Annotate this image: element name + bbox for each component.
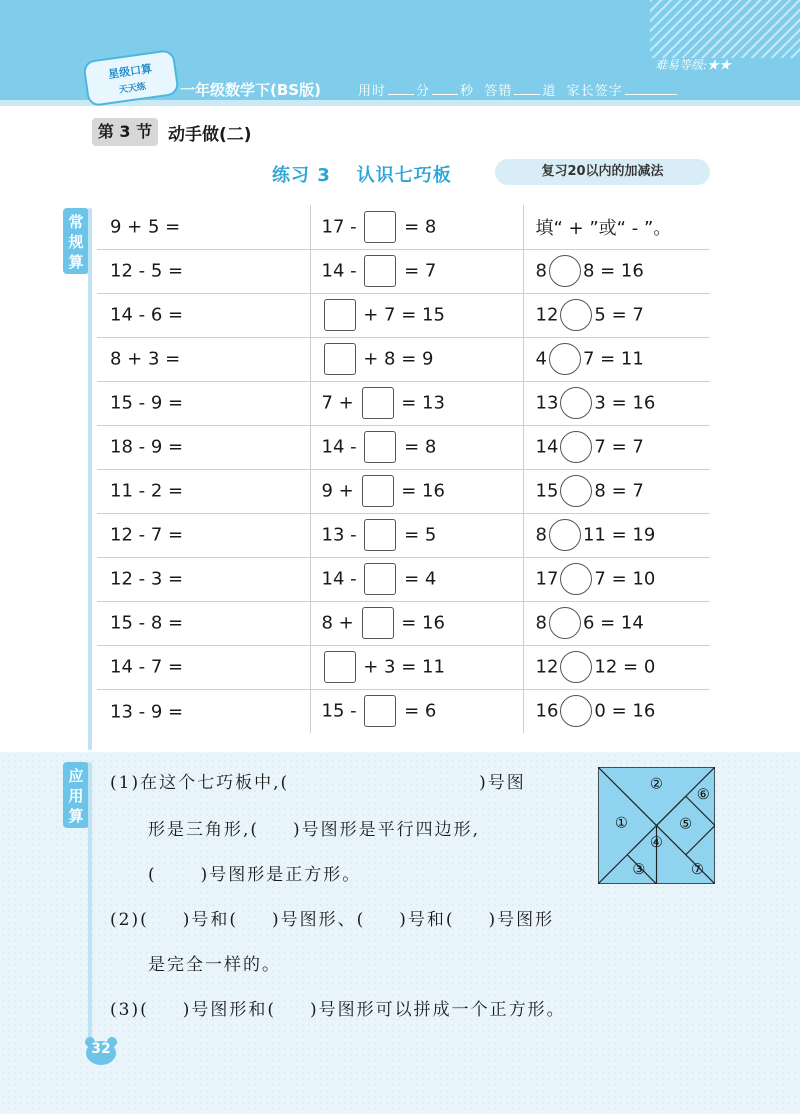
difficulty-rating <box>655 56 731 73</box>
review-pill: 复习20以内的加减法 <box>495 159 710 185</box>
table-row <box>97 205 710 249</box>
tangram-label-6: ⑥ <box>696 786 710 804</box>
arith-expression: 15 - 8 = <box>110 612 184 634</box>
box-post-text: = 13 <box>401 392 445 414</box>
box-pre-text: 14 - <box>321 436 357 458</box>
sign-right-text: 7 = 11 <box>582 348 644 370</box>
sign-left-num: 14 <box>535 436 559 458</box>
answer-box[interactable] <box>324 299 356 331</box>
mental-arith-cell <box>97 645 310 689</box>
box-pre-text: 14 - <box>321 568 357 590</box>
exercise-title <box>272 161 452 187</box>
operator-circle[interactable] <box>549 607 581 639</box>
logo-line1: 星级口算 <box>107 62 153 82</box>
answer-box[interactable] <box>364 211 396 243</box>
operator-circle[interactable] <box>560 563 592 595</box>
sign-fill-cell <box>523 425 710 469</box>
answer-box[interactable] <box>362 607 394 639</box>
q2-text-b: )号和( <box>182 910 238 930</box>
sign-left-num: 15 <box>535 480 559 502</box>
sign-left-num: 17 <box>535 568 559 590</box>
tangram-label-5: ⑤ <box>679 815 693 833</box>
sign-left-num: 12 <box>535 656 559 678</box>
sign-instruction: 填“ + ”或“ - ”。 <box>535 217 672 239</box>
sign-left-num: 12 <box>535 304 559 326</box>
sign-right-text: 8 = 16 <box>582 260 644 282</box>
time-label: 用时 <box>358 84 387 99</box>
logo-line2: 天天练 <box>118 82 147 96</box>
question-1-line-2 <box>148 815 480 840</box>
q2-text-d: )号和( <box>399 910 455 930</box>
box-pre-text: 8 + <box>321 612 354 634</box>
box-post-text: + 7 = 15 <box>363 304 445 326</box>
exercise-number: 练习 3 <box>272 165 331 186</box>
table-row <box>97 337 710 381</box>
operator-circle[interactable] <box>549 255 581 287</box>
page-number: 32 <box>91 1041 111 1057</box>
table-row <box>97 557 710 601</box>
fill-box-cell <box>310 381 523 425</box>
table-row <box>97 469 710 513</box>
sign-fill-cell <box>523 601 710 645</box>
question-label: 道 <box>542 84 557 99</box>
box-post-text: = 4 <box>404 568 437 590</box>
arith-expression: 12 - 5 = <box>110 260 184 282</box>
operator-circle[interactable] <box>560 299 592 331</box>
box-post-text: = 5 <box>404 524 437 546</box>
applied-tab: 应用算 <box>63 762 89 828</box>
mental-arith-cell <box>97 381 310 425</box>
box-pre-text: 17 - <box>321 216 357 238</box>
sign-fill-cell <box>523 337 710 381</box>
tangram-label-7: ⑦ <box>690 861 705 879</box>
answer-box[interactable] <box>364 519 396 551</box>
q1-text-e: ( <box>148 865 157 885</box>
box-pre-text: 14 - <box>321 260 357 282</box>
box-pre-text: 7 + <box>321 392 354 414</box>
q3-text-c: )号图形可以拼成一个正方形。 <box>309 1000 566 1020</box>
sign-fill-cell <box>523 469 710 513</box>
sign-right-text: 6 = 14 <box>582 612 644 634</box>
star-icon: ★★ <box>707 58 732 72</box>
book-title: 一年级数学下(BS版) <box>180 81 321 99</box>
mental-arith-cell <box>97 249 310 293</box>
operator-circle[interactable] <box>549 343 581 375</box>
arith-expression: 9 + 5 = <box>110 216 181 238</box>
sign-fill-cell <box>523 249 710 293</box>
sign-left-num: 8 <box>535 524 547 546</box>
q3-text-b: )号图形和( <box>182 1000 276 1020</box>
fill-box-cell <box>310 645 523 689</box>
routine-tab: 常规算 <box>63 208 89 274</box>
section-tag: 第 3 节 <box>92 118 158 146</box>
difficulty-label: 难易等级: <box>655 58 708 72</box>
calc-table <box>97 205 710 733</box>
fill-box-cell <box>310 337 523 381</box>
mental-arith-cell <box>97 513 310 557</box>
q3-text-a: (3)( <box>110 1000 149 1020</box>
mental-arith-cell <box>97 205 310 249</box>
box-post-text: = 6 <box>404 700 437 722</box>
record-line <box>358 80 679 99</box>
sign-right-text: 11 = 19 <box>582 524 656 546</box>
box-post-text: = 8 <box>404 216 437 238</box>
sign-right-text: 12 = 0 <box>594 656 656 678</box>
question-1-line-3 <box>148 860 361 885</box>
table-row <box>97 249 710 293</box>
box-post-text: = 16 <box>401 480 445 502</box>
sign-right-text: 7 = 7 <box>594 436 644 458</box>
sign-fill-cell <box>523 645 710 689</box>
q2-text-c: )号图形、( <box>271 910 366 930</box>
fill-box-cell <box>310 557 523 601</box>
arith-expression: 14 - 7 = <box>110 656 184 678</box>
answer-box[interactable] <box>364 255 396 287</box>
mental-arith-cell <box>97 293 310 337</box>
question-2-line-1 <box>110 905 554 930</box>
box-post-text: = 16 <box>401 612 445 634</box>
wrong-label: 答错 <box>484 84 513 99</box>
parent-sign-blank[interactable] <box>625 82 677 95</box>
question-2-line-2: 是完全一样的。 <box>148 955 281 975</box>
tangram-figure <box>598 767 715 884</box>
box-pre-text: 9 + <box>321 480 354 502</box>
box-pre-text: 15 - <box>321 700 357 722</box>
mental-arith-cell <box>97 689 310 733</box>
table-row <box>97 381 710 425</box>
table-row <box>97 689 710 733</box>
tangram-label-2: ② <box>649 775 664 793</box>
sign-left-num: 8 <box>535 612 547 634</box>
answer-box[interactable] <box>362 475 394 507</box>
answer-box[interactable] <box>364 695 396 727</box>
operator-circle[interactable] <box>560 387 592 419</box>
sign-fill-cell <box>523 557 710 601</box>
q2-text-e: )号图形 <box>488 910 555 930</box>
arith-expression: 14 - 6 = <box>110 304 184 326</box>
box-post-text: = 8 <box>404 436 437 458</box>
arith-expression: 8 + 3 = <box>110 348 181 370</box>
sign-right-text: 0 = 16 <box>594 700 656 722</box>
question-3 <box>110 995 566 1020</box>
second-blank[interactable] <box>432 82 458 95</box>
mental-arith-cell <box>97 469 310 513</box>
q1-text-f: )号图形是正方形。 <box>200 865 362 885</box>
answer-box[interactable] <box>362 387 394 419</box>
mental-arith-cell <box>97 425 310 469</box>
page-number-badge <box>84 1036 118 1066</box>
arith-expression: 13 - 9 = <box>110 701 184 722</box>
sign-fill-cell <box>523 513 710 557</box>
operator-circle[interactable] <box>560 431 592 463</box>
table-row <box>97 601 710 645</box>
box-post-text: + 8 = 9 <box>363 348 434 370</box>
sign-left-num: 8 <box>535 260 547 282</box>
answer-box[interactable] <box>364 431 396 463</box>
sign-right-text: 3 = 16 <box>594 392 656 414</box>
fill-box-cell <box>310 513 523 557</box>
operator-circle[interactable] <box>560 475 592 507</box>
table-row <box>97 513 710 557</box>
mental-arith-cell <box>97 601 310 645</box>
answer-box[interactable] <box>364 563 396 595</box>
sign-fill-cell <box>523 381 710 425</box>
tangram-label-3: ③ <box>632 861 646 879</box>
parent-sign-label: 家长签字 <box>566 84 623 99</box>
section-title: 动手做(二) <box>168 125 252 145</box>
fill-box-cell <box>310 205 523 249</box>
mental-arith-cell <box>97 337 310 381</box>
mental-arith-cell <box>97 557 310 601</box>
fill-box-cell <box>310 689 523 733</box>
fill-box-cell <box>310 601 523 645</box>
sign-right-text: 5 = 7 <box>594 304 644 326</box>
q1-text-b: )号图 <box>479 773 526 793</box>
minute-label: 分 <box>416 84 431 99</box>
sign-fill-cell <box>523 689 710 733</box>
minute-blank[interactable] <box>388 82 414 95</box>
fill-box-cell <box>310 425 523 469</box>
applied-rail <box>88 762 92 1042</box>
sign-right-text: 7 = 10 <box>594 568 656 590</box>
q1-text-a: (1)在这个七巧板中,( <box>110 773 290 793</box>
answer-box[interactable] <box>324 343 356 375</box>
sign-left-num: 16 <box>535 700 559 722</box>
table-row <box>97 425 710 469</box>
fill-box-cell <box>310 469 523 513</box>
operator-circle[interactable] <box>560 695 592 727</box>
box-pre-text: 13 - <box>321 524 357 546</box>
wrong-count-blank[interactable] <box>514 82 540 95</box>
sign-left-num: 13 <box>535 392 559 414</box>
q1-text-c: 形是三角形,( <box>148 820 260 840</box>
table-row <box>97 293 710 337</box>
sign-fill-cell <box>523 293 710 337</box>
sign-right-text: 8 = 7 <box>594 480 644 502</box>
arith-expression: 12 - 7 = <box>110 524 184 546</box>
tangram-label-1: ① <box>614 814 628 832</box>
operator-circle[interactable] <box>560 651 592 683</box>
header-hatch <box>650 0 800 58</box>
q1-text-d: )号图形是平行四边形, <box>293 820 481 840</box>
question-1-line-1 <box>110 768 526 793</box>
table-row <box>97 645 710 689</box>
arith-expression: 12 - 3 = <box>110 568 184 590</box>
second-label: 秒 <box>460 84 475 99</box>
exercise-subtitle: 认识七巧板 <box>356 165 452 186</box>
operator-circle[interactable] <box>549 519 581 551</box>
tangram-label-4: ④ <box>649 833 664 851</box>
routine-rail <box>88 208 92 750</box>
arith-expression: 18 - 9 = <box>110 436 184 458</box>
fill-box-cell <box>310 293 523 337</box>
box-post-text: + 3 = 11 <box>363 656 445 678</box>
box-post-text: = 7 <box>404 260 437 282</box>
fill-box-cell <box>310 249 523 293</box>
arith-expression: 15 - 9 = <box>110 392 184 414</box>
arith-expression: 11 - 2 = <box>110 480 184 502</box>
q2-text-a: (2)( <box>110 910 149 930</box>
answer-box[interactable] <box>324 651 356 683</box>
sign-left-num: 4 <box>535 348 547 370</box>
sign-fill-cell <box>523 205 710 249</box>
